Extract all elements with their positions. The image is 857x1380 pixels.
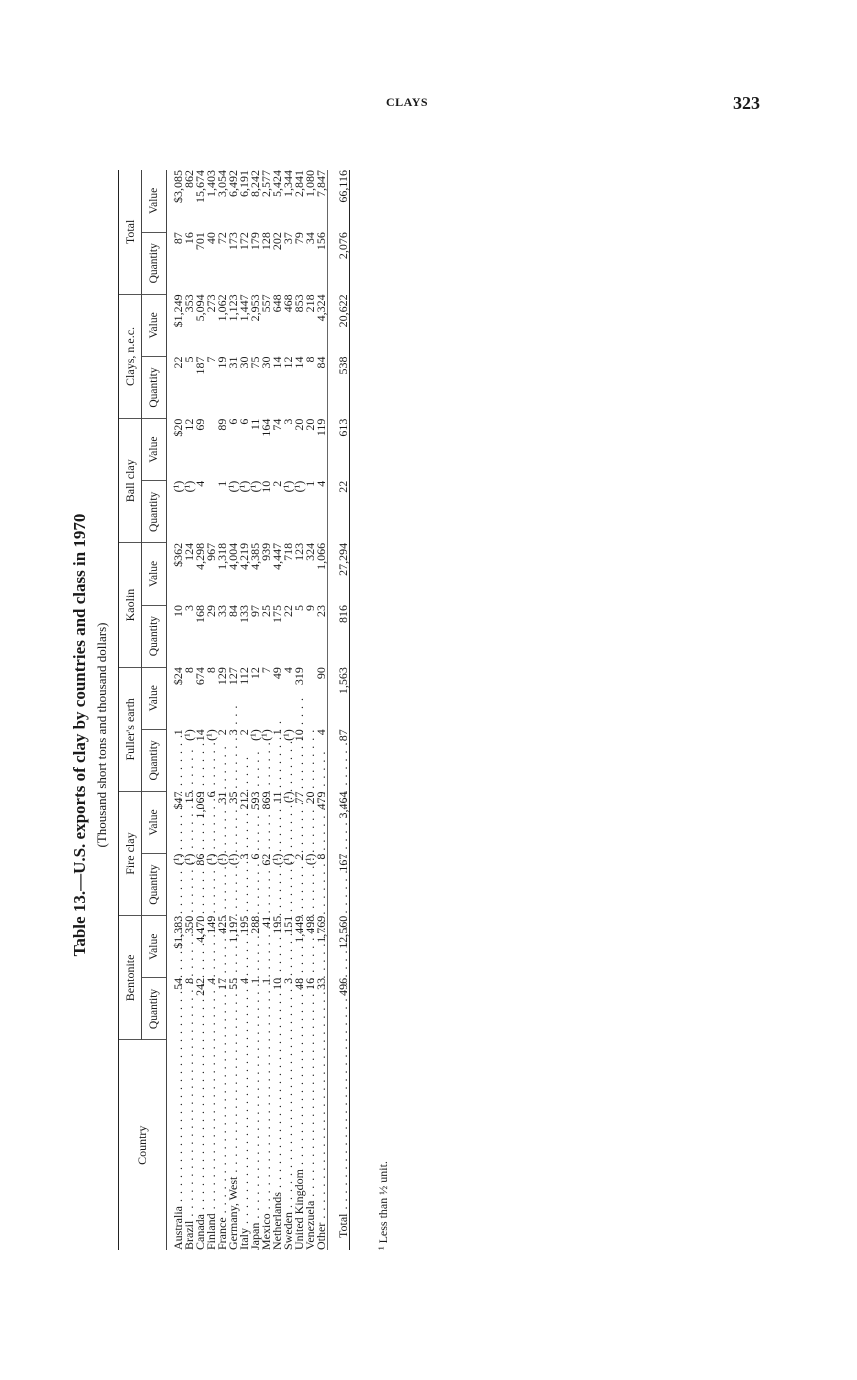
value-cell: 49	[270, 667, 284, 680]
page-number: 323	[733, 93, 760, 113]
country-cell: Japan . . .	[250, 1040, 261, 1250]
country-cell: Finland . . .	[206, 1040, 217, 1250]
value-cell: 30	[237, 356, 251, 369]
value-cell: 11	[270, 791, 284, 803]
value-cell: 149	[204, 915, 218, 934]
value-cell: (¹)	[182, 729, 196, 741]
value-cell: 10	[292, 729, 306, 742]
group-header: Ball clay	[119, 419, 142, 543]
value-cell: (¹)	[237, 480, 251, 493]
value-cell: 25	[259, 605, 273, 618]
value-cell: 74	[270, 418, 284, 431]
value-cell: 3,054	[215, 170, 229, 197]
value-cell: 12	[281, 356, 295, 369]
value-cell: 84	[314, 356, 328, 369]
total-cell: 12,560	[328, 916, 350, 978]
value-cell: 2	[292, 853, 306, 860]
value-cell: 112	[237, 667, 251, 685]
country-cell: Mexico . . .	[261, 1040, 272, 1250]
value-cell: (¹)	[171, 480, 185, 493]
value-cell: 8	[182, 977, 196, 984]
value-cell: 4	[314, 480, 328, 487]
value-cell: 212	[237, 791, 251, 810]
total-row	[328, 170, 350, 1250]
value-cell: (¹)	[204, 853, 218, 866]
value-cell: 62	[259, 853, 273, 866]
value-cell: 69	[193, 418, 207, 431]
value-cell: 10	[259, 480, 273, 493]
value-cell: 72	[215, 232, 229, 245]
value-cell: 8	[303, 356, 317, 363]
value-header: Value	[142, 916, 167, 978]
country-cell: Italy . . .	[239, 1040, 250, 1250]
value-cell: 86	[193, 853, 207, 866]
group-header: Clays, n.e.c.	[119, 294, 142, 418]
value-cell: 557	[259, 294, 273, 313]
value-cell: 90	[314, 667, 328, 680]
value-cell: 6,492	[226, 170, 240, 197]
value-cell: 37	[281, 232, 295, 245]
country-cell: Brazil . . .	[184, 1040, 195, 1250]
value-cell: 1,447	[237, 294, 251, 322]
value-cell: 4,324	[314, 294, 328, 322]
value-cell: 5	[182, 356, 196, 363]
value-cell: 8,242	[248, 170, 262, 197]
value-cell: 468	[281, 294, 295, 313]
value-cell: 12	[248, 667, 262, 680]
value-cell: 8	[182, 667, 196, 674]
value-cell: (¹)	[281, 729, 295, 741]
value-cell: (¹)	[182, 853, 196, 866]
quantity-header: Quantity	[142, 729, 167, 791]
value-cell: 6	[237, 418, 251, 425]
value-cell: (¹)	[270, 853, 284, 866]
total-cell: 167	[328, 854, 350, 916]
value-cell: 175	[270, 605, 284, 624]
value-cell: 87	[171, 232, 185, 245]
value-cell: $1,383	[171, 915, 185, 949]
total-cell: 66,116	[328, 170, 350, 232]
quantity-header: Quantity	[142, 854, 167, 916]
value-cell: 939	[259, 542, 273, 561]
value-cell: 674	[193, 667, 207, 686]
value-cell: 3	[281, 418, 295, 425]
running-head: CLAYS	[386, 95, 429, 109]
country-cell: Germany, West . . .	[228, 1040, 239, 1250]
value-cell: 129	[215, 667, 229, 686]
value-cell: 1,080	[303, 170, 317, 197]
value-cell: 288	[248, 915, 262, 934]
value-cell: 273	[204, 294, 218, 313]
value-cell: (¹)	[171, 853, 185, 866]
value-cell: (¹)	[204, 729, 218, 741]
value-cell: 75	[248, 356, 262, 369]
total-cell: 22	[328, 481, 350, 543]
value-cell: 4,470	[193, 915, 207, 943]
value-cell: (¹)	[226, 480, 240, 493]
country-cell: Sweden . . .	[283, 1040, 294, 1250]
value-cell: 1,197	[226, 915, 240, 943]
value-cell: 19	[215, 356, 229, 369]
value-cell: 179	[248, 232, 262, 251]
total-cell: 2,076	[328, 232, 350, 294]
country-cell: Australia . . .	[167, 1040, 185, 1250]
value-cell: 967	[204, 542, 218, 561]
value-cell: 242	[193, 977, 207, 996]
value-header: Value	[142, 791, 167, 853]
value-cell: 195	[237, 915, 251, 934]
value-cell: 1,123	[226, 294, 240, 322]
value-cell: 4	[281, 667, 295, 674]
group-header: Bentonite	[119, 916, 142, 1040]
value-cell: (¹)	[182, 480, 196, 493]
value-cell: (¹)	[281, 791, 295, 804]
value-cell: 4	[193, 480, 207, 487]
value-cell: 862	[182, 170, 196, 188]
value-cell: 6	[248, 853, 262, 860]
value-cell: 2	[215, 729, 229, 736]
total-cell: 1,563	[328, 667, 350, 729]
total-cell: 538	[328, 356, 350, 418]
value-cell: $20	[171, 418, 185, 437]
value-cell: 173	[226, 232, 240, 251]
value-cell: 35	[226, 791, 240, 804]
footnote: ¹ Less than ½ unit.	[376, 1161, 390, 1250]
value-cell: 168	[193, 605, 207, 624]
value-cell: 648	[270, 294, 284, 313]
value-cell: 124	[182, 542, 196, 561]
value-cell: $3,085	[171, 170, 185, 203]
value-cell: 3	[226, 729, 240, 736]
country-cell: Venezuela . . .	[305, 1040, 316, 1250]
value-cell: $47	[171, 791, 185, 810]
value-cell: 1,066	[314, 542, 328, 570]
value-cell: 128	[259, 232, 273, 251]
value-cell: 1,769	[314, 915, 328, 943]
value-cell: 187	[193, 356, 207, 375]
value-cell: 7	[204, 356, 218, 363]
value-cell: 77	[292, 791, 306, 804]
value-cell: 30	[259, 356, 273, 369]
value-cell: 15	[182, 791, 196, 804]
value-cell: 89	[215, 418, 229, 431]
value-cell: 498	[303, 915, 317, 934]
value-cell: 97	[248, 605, 262, 618]
value-cell: 29	[204, 605, 218, 618]
value-cell: 353	[182, 294, 196, 313]
value-cell: 55	[226, 977, 240, 990]
quantity-header: Quantity	[142, 232, 167, 294]
value-cell: 1	[171, 729, 185, 736]
quantity-header: Quantity	[142, 356, 167, 418]
value-cell: 5	[292, 605, 306, 612]
table-body	[167, 170, 350, 1250]
value-cell: 14	[193, 729, 207, 742]
value-cell: 17	[215, 977, 229, 990]
value-header: Value	[142, 419, 167, 481]
value-cell: 2,577	[259, 170, 273, 197]
value-cell: 54	[171, 977, 185, 990]
total-cell: 3,464	[328, 791, 350, 853]
value-cell: 172	[237, 232, 251, 251]
country-cell: Canada . . .	[195, 1040, 206, 1250]
value-cell: 119	[314, 418, 328, 437]
value-cell: 151	[281, 915, 295, 934]
value-header: Value	[142, 543, 167, 605]
clay-exports-table	[118, 170, 352, 1250]
value-cell: 33	[215, 605, 229, 618]
value-cell: 195	[270, 915, 284, 934]
value-cell: $362	[171, 542, 185, 567]
value-cell: 79	[292, 232, 306, 245]
value-cell: 48	[292, 977, 306, 990]
value-cell: 5,094	[193, 294, 207, 322]
value-cell: 10	[270, 977, 284, 990]
value-header: Value	[142, 667, 167, 729]
value-cell: 8	[314, 853, 328, 860]
value-cell: 1	[259, 977, 273, 984]
value-cell: 1,062	[215, 294, 229, 322]
value-cell: 12	[182, 418, 196, 431]
total-cell: 496	[328, 978, 350, 1040]
value-header: Value	[142, 294, 167, 356]
quantity-header: Quantity	[142, 978, 167, 1040]
value-cell: 7	[259, 667, 273, 674]
total-cell: 816	[328, 605, 350, 667]
value-cell: 33	[314, 977, 328, 990]
value-cell: 14	[292, 356, 306, 369]
value-cell: 1,449	[292, 915, 306, 943]
total-cell: 20,622	[328, 294, 350, 356]
value-cell: 218	[303, 294, 317, 313]
value-cell: 3	[237, 853, 251, 860]
value-cell: 9	[303, 605, 317, 612]
value-cell: 14	[270, 356, 284, 369]
value-cell: 10	[171, 605, 185, 618]
value-cell: 1,344	[281, 170, 295, 197]
value-cell: 34	[303, 232, 317, 245]
value-cell: 3	[182, 605, 196, 612]
table-title: Table 13.—U.S. exports of clay by countries and class in 1970	[70, 513, 89, 957]
group-header: Kaolin	[119, 543, 142, 667]
value-cell: 1,318	[215, 542, 229, 570]
value-cell: (¹)	[303, 853, 317, 866]
value-cell: (¹)	[281, 853, 295, 866]
value-cell: 718	[281, 542, 295, 561]
value-cell: 593	[248, 791, 262, 810]
value-cell: $24	[171, 667, 185, 686]
value-cell	[206, 481, 217, 543]
value-cell: 20	[292, 418, 306, 431]
value-cell: 41	[259, 915, 273, 928]
value-cell: 1	[270, 729, 284, 736]
value-cell: 8	[204, 667, 218, 674]
country-cell: France . . .	[217, 1040, 228, 1250]
value-cell: 1,069	[193, 791, 207, 819]
country-cell: Other . . .	[316, 1040, 328, 1250]
value-cell: 4	[204, 977, 218, 984]
total-cell: 613	[328, 419, 350, 481]
value-cell: 3	[281, 977, 295, 984]
value-cell: 2	[270, 480, 284, 487]
group-header: Fuller's earth	[119, 667, 142, 791]
value-cell: 31	[215, 791, 229, 804]
value-cell: 6	[204, 791, 218, 798]
value-cell: 22	[281, 605, 295, 618]
value-cell: 164	[259, 418, 273, 437]
value-cell: 7,847	[314, 170, 328, 197]
value-cell: (¹)	[226, 853, 240, 866]
value-cell: 4,447	[270, 542, 284, 570]
value-cell: 479	[314, 791, 328, 810]
header-group-row	[119, 170, 142, 1250]
quantity-header: Quantity	[142, 481, 167, 543]
value-cell: 425	[215, 915, 229, 934]
value-cell: 1	[215, 480, 229, 487]
value-cell: 16	[303, 977, 317, 990]
value-cell: (¹)	[281, 480, 295, 493]
value-cell: 324	[303, 542, 317, 561]
value-cell: 127	[226, 667, 240, 686]
group-header: Fire clay	[119, 791, 142, 915]
value-cell: 15,674	[193, 170, 207, 203]
value-cell: (¹)	[292, 480, 306, 493]
country-cell: Netherlands . . .	[272, 1040, 283, 1250]
value-cell: 5,424	[270, 170, 284, 197]
value-cell: 16	[182, 232, 196, 245]
value-cell: 123	[292, 542, 306, 561]
country-column-header: Country	[119, 1040, 167, 1250]
group-header: Total	[119, 170, 142, 294]
value-cell: 20	[303, 418, 317, 431]
value-cell: 1	[303, 480, 317, 487]
value-cell: 40	[204, 232, 218, 245]
value-cell: 31	[226, 356, 240, 369]
value-cell: 4,219	[237, 542, 251, 570]
table-row	[316, 170, 328, 1250]
value-cell: 1,403	[204, 170, 218, 197]
value-cell: 2,841	[292, 170, 306, 197]
value-cell: 202	[270, 232, 284, 251]
table-header	[119, 170, 167, 1250]
value-header: Value	[142, 170, 167, 232]
value-cell: 350	[182, 915, 196, 934]
value-cell: 4	[237, 977, 251, 984]
total-cell: 87	[328, 729, 350, 791]
value-cell: (¹)	[259, 729, 273, 741]
total-label: Total . . .	[328, 1040, 350, 1250]
rotated-table-block	[60, 160, 400, 1310]
value-cell: 11	[248, 418, 262, 431]
value-cell: 4,298	[193, 542, 207, 570]
value-cell: 2,953	[248, 294, 262, 322]
value-cell: 319	[292, 667, 306, 686]
value-cell: 4	[314, 729, 328, 736]
value-cell: 20	[303, 791, 317, 804]
quantity-header: Quantity	[142, 605, 167, 667]
table-subtitle: (Thousand short tons and thousand dollars)	[94, 622, 109, 848]
value-cell: 156	[314, 232, 328, 251]
value-cell: (¹)	[248, 729, 262, 741]
value-cell: $1,249	[171, 294, 185, 328]
value-cell: 869	[259, 791, 273, 810]
value-cell: 133	[237, 605, 251, 624]
value-cell: 4,385	[248, 542, 262, 570]
value-cell: 2	[237, 729, 251, 736]
value-cell: 701	[193, 232, 207, 251]
value-cell: 6	[226, 418, 240, 425]
value-cell: 84	[226, 605, 240, 618]
value-cell: 22	[171, 356, 185, 369]
country-cell: United Kingdom . . .	[294, 1040, 305, 1250]
value-cell: 1	[248, 977, 262, 984]
value-cell: 4,004	[226, 542, 240, 570]
value-cell: 853	[292, 294, 306, 313]
value-cell: (¹)	[248, 480, 262, 493]
total-cell: 27,294	[328, 543, 350, 605]
value-cell: (¹)	[215, 853, 229, 866]
value-cell: 6,191	[237, 170, 251, 197]
value-cell: 23	[314, 605, 328, 618]
